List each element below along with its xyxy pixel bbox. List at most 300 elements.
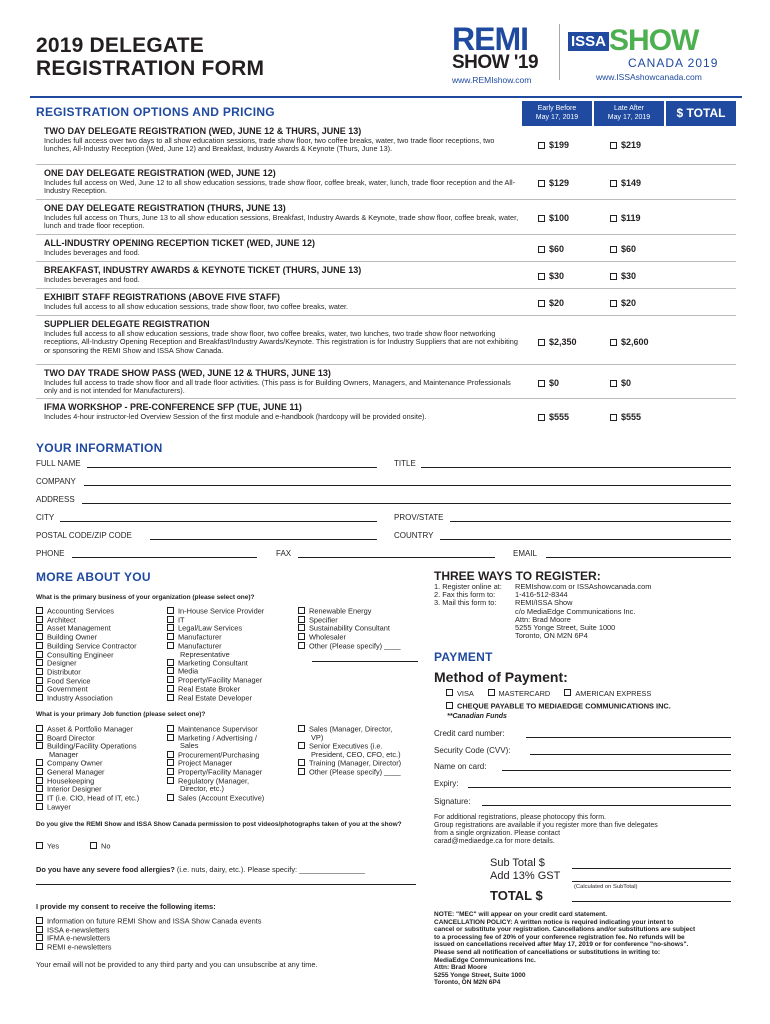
late-price-option[interactable] <box>610 378 631 388</box>
note-line: cancel or substitute your registration. Cancellations and/or substitutions are subject <box>434 926 696 934</box>
business-list-col2 <box>167 607 264 702</box>
list-item-label: Legal/Law Services <box>178 623 243 633</box>
list-item-label: Manufacturer <box>178 641 222 651</box>
option-checkbox[interactable] <box>167 667 174 674</box>
list-item-label: Building Owner <box>47 632 98 642</box>
job-list-col1 <box>36 725 139 812</box>
late-price-checkbox[interactable] <box>610 380 617 387</box>
list-item-label: Specifier <box>309 615 338 625</box>
option-divider <box>36 234 736 235</box>
option-checkbox[interactable] <box>36 694 43 701</box>
option-description: Includes beverages and food. <box>44 275 140 284</box>
early-price-checkbox[interactable] <box>538 215 545 222</box>
note-line: to a processing fee of 20% of your conference registration fee. No refunds will be <box>434 933 685 941</box>
option-checkbox[interactable] <box>167 659 174 666</box>
list-item-label: Director, etc.) <box>180 784 224 794</box>
late-price-value: $20 <box>621 298 637 308</box>
list-item-label: Distributor <box>47 667 81 677</box>
postal-label: POSTAL CODE/ZIP CODE <box>36 531 132 540</box>
form-title: 2019 DELEGATE REGISTRATION FORM <box>36 34 265 80</box>
job-question: What is your primary Job function (please select one)? <box>36 711 206 718</box>
late-price-value: $555 <box>621 412 642 422</box>
postal-field[interactable] <box>150 539 377 540</box>
option-checkbox[interactable] <box>167 676 174 683</box>
option-checkbox[interactable] <box>36 659 43 666</box>
list-item-label: Consulting Engineer <box>47 650 114 660</box>
amex-checkbox[interactable] <box>564 689 571 696</box>
list-item-label: Media <box>178 666 199 676</box>
register-way-label: 2. Fax this form to: <box>434 590 496 600</box>
consent-list <box>36 917 261 952</box>
list-item-label: General Manager <box>47 767 105 777</box>
early-price-value: $2,350 <box>549 337 577 347</box>
card-number-field[interactable] <box>526 737 731 738</box>
early-price-option[interactable] <box>538 412 569 422</box>
option-title: EXHIBIT STAFF REGISTRATIONS (ABOVE FIVE STAFF) <box>44 292 280 302</box>
list-item-label: Manager <box>49 750 79 760</box>
late-price-option[interactable] <box>610 244 636 254</box>
early-price-option[interactable] <box>538 213 569 223</box>
option-checkbox[interactable] <box>167 624 174 631</box>
list-item[interactable] <box>36 694 137 703</box>
list-item-label: Other (Please specify) ____ <box>309 641 401 651</box>
early-price-checkbox[interactable] <box>538 142 545 149</box>
note-line: from a single orgnization. Please contact <box>434 830 561 837</box>
options-heading: REGISTRATION OPTIONS AND PRICING <box>36 105 275 119</box>
option-checkbox[interactable] <box>167 768 174 775</box>
late-price-option[interactable] <box>610 213 641 223</box>
late-price-value: $60 <box>621 244 637 254</box>
fax-field[interactable] <box>298 557 495 558</box>
option-checkbox[interactable] <box>167 759 174 766</box>
mail-address-line: c/o MediaEdge Communications Inc. <box>515 606 636 616</box>
early-price-checkbox[interactable] <box>538 273 545 280</box>
logo-divider <box>559 24 560 80</box>
option-checkbox[interactable] <box>167 694 174 701</box>
option-checkbox[interactable] <box>36 685 43 692</box>
register-way-label: 1. Register online at: <box>434 582 502 591</box>
mail-address-line: Attn: Brad Moore <box>515 614 571 624</box>
option-checkbox[interactable] <box>167 777 174 784</box>
list-item-label: Training (Manager, Director) <box>309 758 402 768</box>
note-line: NOTE: "MEC" will appear on your credit card statement. <box>434 911 608 918</box>
late-price-value: $30 <box>621 271 637 281</box>
option-checkbox[interactable] <box>36 668 43 675</box>
option-checkbox[interactable] <box>36 759 43 766</box>
amex-option[interactable]: AMERICAN EXPRESS <box>564 689 651 698</box>
list-item-label: Housekeeping <box>47 776 95 786</box>
prov-state-field[interactable] <box>450 521 731 522</box>
option-checkbox[interactable] <box>36 607 43 614</box>
option-checkbox[interactable] <box>298 642 305 649</box>
business-question: What is the primary business of your organization (please select one)? <box>36 594 255 601</box>
list-item-label: Food Service <box>47 676 91 686</box>
early-price-checkbox[interactable] <box>538 414 545 421</box>
option-checkbox[interactable] <box>167 794 174 801</box>
consent-question: I provide my consent to receive the following items: <box>36 902 216 911</box>
name-on-card-field[interactable] <box>502 770 731 771</box>
option-description: Includes full access on Wed, June 12 to all show education sessions, trade show floor, coffee break, water, lunch, trade floor reception and the All-Industry Reception. <box>44 178 516 196</box>
early-price-value: $0 <box>549 378 560 388</box>
option-checkbox[interactable] <box>36 777 43 784</box>
option-title: ONE DAY DELEGATE REGISTRATION (WED, JUNE 12) <box>44 168 276 178</box>
company-label: COMPANY <box>36 477 76 486</box>
note-line: For additional registrations, please photocopy this form. <box>434 814 606 821</box>
option-checkbox[interactable] <box>36 734 43 741</box>
option-checkbox[interactable] <box>36 651 43 658</box>
issa-show-logo: ISSA SHOW CANADA 2019 www.ISSAshowcanada.com <box>568 26 718 82</box>
phone-field[interactable] <box>72 557 257 558</box>
card-options <box>446 689 651 698</box>
allergy-field[interactable] <box>36 884 416 885</box>
late-price-value: $149 <box>621 178 642 188</box>
full-name-label: FULL NAME <box>36 459 81 468</box>
note-line: Group registrations are available if you register more than five delegates <box>434 822 658 829</box>
list-item-label: President, CEO, CFO, etc.) <box>311 749 401 759</box>
option-title: BREAKFAST, INDUSTRY AWARDS & KEYNOTE TICKET (THURS, JUNE 13) <box>44 265 362 275</box>
option-checkbox[interactable] <box>36 785 43 792</box>
list-item-label: Asset Management <box>47 623 111 633</box>
option-description: Includes full access to all show education sessions, trade show floor, two coffee breaks, water, two lunches, two trade show floor networking receptions, All-Industry Opening Reception and Breakfast/Industry Awards/Keynote. This registration is for Industry Suppliers that are not exhibiting or sponsoring the REMI Show and ISSA Show Canada. <box>44 329 518 355</box>
mail-address-line: 5255 Yonge Street, Suite 1000 <box>515 623 616 633</box>
early-price-value: $60 <box>549 244 565 254</box>
list-item-label: Accounting Services <box>47 606 114 616</box>
note-line: Please send all notification of cancellations or substitutions in writing to: <box>434 948 661 956</box>
register-way-value: REMI/ISSA Show <box>515 598 573 608</box>
list-item-label: Property/Facility Manager <box>178 767 263 777</box>
option-checkbox[interactable] <box>298 616 305 623</box>
option-checkbox[interactable] <box>167 607 174 614</box>
phone-label: PHONE <box>36 549 65 558</box>
list-item-label: Manufacturer <box>178 632 222 642</box>
option-checkbox[interactable] <box>36 943 43 950</box>
list-item-label: Company Owner <box>47 758 103 768</box>
register-heading: THREE WAYS TO REGISTER: <box>434 569 601 583</box>
early-price-option[interactable] <box>538 271 564 281</box>
city-label: CITY <box>36 513 55 522</box>
late-price-checkbox[interactable] <box>610 142 617 149</box>
option-checkbox[interactable] <box>36 642 43 649</box>
late-price-value: $0 <box>621 378 632 388</box>
option-title: ONE DAY DELEGATE REGISTRATION (THURS, JUNE 13) <box>44 203 286 213</box>
more-about-heading: MORE ABOUT YOU <box>36 570 151 584</box>
option-checkbox[interactable] <box>167 616 174 623</box>
list-item-label: Government <box>47 684 88 694</box>
option-title: TWO DAY DELEGATE REGISTRATION (WED, JUNE 12 & THURS, JUNE 13) <box>44 126 362 136</box>
option-description: Includes 4-hour instructor-led Overview Session of the first module and e-handbook (hardcopy will be provided onsite). <box>44 412 427 421</box>
late-price-value: $119 <box>621 213 641 223</box>
group-registration-note <box>434 814 658 846</box>
expiry-label: Expiry: <box>434 779 459 788</box>
early-price-value: $30 <box>549 271 565 281</box>
signature-field[interactable] <box>482 805 731 806</box>
early-price-checkbox[interactable] <box>538 339 545 346</box>
option-checkbox[interactable] <box>167 734 174 741</box>
cvv-label: Security Code (CVV): <box>434 746 511 755</box>
option-divider <box>36 364 736 365</box>
list-item-label: IT <box>178 615 185 625</box>
option-checkbox[interactable] <box>36 742 43 749</box>
option-checkbox[interactable] <box>298 742 305 749</box>
list-item[interactable] <box>298 642 401 651</box>
note-line: issued on cancellations received after May 17, 2019 or for conference "no-shows". <box>434 941 689 949</box>
early-price-checkbox[interactable] <box>538 380 545 387</box>
list-item-label: ISSA e-newsletters <box>47 925 110 935</box>
late-price-checkbox[interactable] <box>610 215 617 222</box>
list-item-label: Information on future REMI Show and ISSA Show Canada events <box>47 916 262 926</box>
list-item[interactable] <box>298 768 401 777</box>
list-item-label: Architect <box>47 615 76 625</box>
late-price-checkbox[interactable] <box>610 273 617 280</box>
option-divider <box>36 261 736 262</box>
early-price-option[interactable] <box>538 178 569 188</box>
option-checkbox[interactable] <box>36 803 43 810</box>
option-divider <box>36 164 736 165</box>
option-checkbox[interactable] <box>36 725 43 732</box>
list-item-label: Real Estate Broker <box>178 684 241 694</box>
list-item-label: REMI e-newsletters <box>47 942 112 952</box>
option-checkbox[interactable] <box>36 917 43 924</box>
option-description: Includes full access to all show education sessions, trade show floor, two coffee breaks, water. <box>44 302 349 311</box>
option-divider <box>36 315 736 316</box>
list-item-label: IFMA e-newsletters <box>47 933 111 943</box>
late-price-option[interactable] <box>610 271 636 281</box>
note-line: CANCELLATION POLICY: A written notice is required indicating your intent to <box>434 918 674 926</box>
subtotal-field[interactable] <box>572 868 731 869</box>
mastercard-checkbox[interactable] <box>488 689 495 696</box>
business-list-col3 <box>298 607 401 651</box>
list-item[interactable] <box>167 694 264 703</box>
late-price-option[interactable] <box>610 178 641 188</box>
payment-heading: PAYMENT <box>434 650 493 664</box>
list-item-label: Board Director <box>47 733 95 743</box>
option-title: SUPPLIER DELEGATE REGISTRATION <box>44 319 210 329</box>
option-checkbox[interactable] <box>36 934 43 941</box>
option-description: Includes full access over two days to all show education sessions, trade show floor, two coffee breaks, water, two trade floor receptions, two lunches, All-Industry Reception (Wed, June 12) and Breakfast, Industry Awards & Keynote (Thurs, June 13). <box>44 136 495 154</box>
visa-option[interactable]: VISA <box>446 689 473 698</box>
option-checkbox[interactable] <box>36 616 43 623</box>
list-item-label: IT (i.e. CIO, Head of IT, etc.) <box>47 793 140 803</box>
option-divider <box>36 398 736 399</box>
late-price-value: $2,600 <box>621 337 649 347</box>
early-price-checkbox[interactable] <box>538 300 545 307</box>
prov-state-label: PROV/STATE <box>394 513 444 522</box>
late-price-checkbox[interactable] <box>610 414 617 421</box>
total-label: TOTAL $ <box>490 888 543 903</box>
list-item-label: Sales (Manager, Director, <box>309 724 393 734</box>
list-item-label: Industry Association <box>47 693 113 703</box>
late-price-checkbox[interactable] <box>610 300 617 307</box>
list-item-label: Maintenance Supervisor <box>178 724 258 734</box>
list-item[interactable] <box>36 803 139 812</box>
email-field[interactable] <box>546 557 731 558</box>
option-checkbox[interactable] <box>298 624 305 631</box>
list-item-label: Marketing / Advertising / <box>178 733 257 743</box>
city-field[interactable] <box>60 521 377 522</box>
late-price-option[interactable] <box>610 298 636 308</box>
option-checkbox[interactable] <box>36 677 43 684</box>
list-item-label: Building/Facility Operations <box>47 741 137 751</box>
note-line: Toronto, ON M2N 6P4 <box>434 979 501 987</box>
permission-yes[interactable]: Yes <box>36 842 59 851</box>
late-price-checkbox[interactable] <box>610 339 617 346</box>
option-description: Includes full access to trade show floor and all trade floor activities. (This pass is for Building Owners, Managers, and Maintenance Professionals only and is not intended for Manufacturers). <box>44 378 511 396</box>
business-list-col1 <box>36 607 137 703</box>
yes-checkbox[interactable] <box>36 842 43 849</box>
total-column-header: $ TOTAL <box>666 101 736 126</box>
total-field[interactable] <box>572 901 731 902</box>
allergy-question: Do you have any severe food allergies? (i.e. nuts, dairy, etc.). Please specify: ________________ <box>36 865 365 874</box>
cheque-checkbox[interactable] <box>446 702 453 709</box>
full-name-field[interactable] <box>87 467 377 468</box>
no-checkbox[interactable] <box>90 842 97 849</box>
gst-field[interactable] <box>572 881 731 882</box>
option-checkbox[interactable] <box>298 768 305 775</box>
register-way-value: 1-416-512-8344 <box>515 590 568 600</box>
early-price-option[interactable] <box>538 337 577 347</box>
list-item-label: Real Estate Developer <box>178 693 252 703</box>
option-checkbox[interactable] <box>298 607 305 614</box>
list-item-label: Designer <box>47 658 77 668</box>
late-price-option[interactable] <box>610 412 641 422</box>
early-price-checkbox[interactable] <box>538 180 545 187</box>
option-checkbox[interactable] <box>167 633 174 640</box>
option-divider <box>36 199 736 200</box>
late-price-option[interactable] <box>610 140 641 150</box>
option-description: Includes full access on Thurs, June 13 to all show education sessions, Breakfast, Industry Awards & Keynote, trade show floor, coffee break, water, lunch and trade floor reception. <box>44 213 519 231</box>
option-checkbox[interactable] <box>36 768 43 775</box>
list-item[interactable] <box>167 794 264 803</box>
address-field[interactable] <box>82 503 731 504</box>
country-label: COUNTRY <box>394 531 434 540</box>
list-item-label: Sustainability Consultant <box>309 623 390 633</box>
late-price-option[interactable] <box>610 337 649 347</box>
header-rule <box>30 96 742 98</box>
register-way-value: REMIshow.com or ISSAshowcanada.com <box>515 582 652 591</box>
gst-calc-note: (Calculated on SubTotal) <box>574 884 638 890</box>
title-field[interactable] <box>421 467 731 468</box>
list-item-label: Building Service Contractor <box>47 641 137 651</box>
early-column-header: Early Before May 17, 2019 <box>522 101 592 126</box>
option-checkbox[interactable] <box>36 633 43 640</box>
note-line: carad@mediaedge.ca for more details. <box>434 838 555 845</box>
early-price-value: $199 <box>549 140 570 150</box>
company-field[interactable] <box>84 485 731 486</box>
option-divider <box>36 288 736 289</box>
option-checkbox[interactable] <box>298 633 305 640</box>
option-checkbox[interactable] <box>298 759 305 766</box>
option-title: ALL-INDUSTRY OPENING RECEPTION TICKET (WED, JUNE 12) <box>44 238 316 248</box>
late-price-checkbox[interactable] <box>610 180 617 187</box>
cancellation-note <box>434 911 695 987</box>
list-item-label: Regulatory (Manager, <box>178 776 250 786</box>
signature-label: Signature: <box>434 797 471 806</box>
country-field[interactable] <box>440 539 731 540</box>
list-item-label: Asset & Portfolio Manager <box>47 724 133 734</box>
option-checkbox[interactable] <box>167 725 174 732</box>
visa-checkbox[interactable] <box>446 689 453 696</box>
cvv-field[interactable] <box>530 754 731 755</box>
permission-question: Do you give the REMI Show and ISSA Show Canada permission to post videos/photographs taken of you at the show? <box>36 821 402 828</box>
list-item-label: In-House Service Provider <box>178 606 265 616</box>
expiry-field[interactable] <box>468 787 731 788</box>
register-ways <box>434 583 651 640</box>
list-item-label: Property/Facility Manager <box>178 675 263 685</box>
list-item-label: Interior Designer <box>47 784 102 794</box>
option-checkbox[interactable] <box>36 926 43 933</box>
early-price-option[interactable] <box>538 140 569 150</box>
early-price-checkbox[interactable] <box>538 246 545 253</box>
option-checkbox[interactable] <box>36 794 43 801</box>
remi-show-logo: REMI SHOW '19 www.REMIshow.com <box>452 24 552 85</box>
job-list-col2 <box>167 725 264 802</box>
list-item-label: Representative <box>180 649 230 659</box>
late-column-header: Late After May 17, 2019 <box>594 101 664 126</box>
mastercard-option[interactable]: MASTERCARD <box>488 689 551 698</box>
early-price-value: $100 <box>549 213 570 223</box>
list-item-label: Other (Please specify) ____ <box>309 767 401 777</box>
business-other-line[interactable] <box>312 661 418 662</box>
issa-url[interactable]: www.ISSAshowcanada.com <box>596 72 702 82</box>
list-item-label: Marketing Consultant <box>178 658 248 668</box>
method-of-payment: Method of Payment: <box>434 669 568 685</box>
list-item-label: Procurement/Purchasing <box>178 750 260 760</box>
job-list-col3 <box>298 725 401 776</box>
list-item-label: Lawyer <box>47 802 71 812</box>
card-number-label: Credit card number: <box>434 729 505 738</box>
note-line: 5255 Yonge Street, Suite 1000 <box>434 971 526 979</box>
early-price-option[interactable] <box>538 378 559 388</box>
early-price-option[interactable] <box>538 298 564 308</box>
name-on-card-label: Name on card: <box>434 762 487 771</box>
address-label: ADDRESS <box>36 495 75 504</box>
canadian-funds: **Canadian Funds <box>447 713 507 720</box>
list-item-label: Sales (Account Executive) <box>178 793 265 803</box>
option-checkbox[interactable] <box>167 685 174 692</box>
email-privacy-note: Your email will not be provided to any third party and you can unsubscribe at any time. <box>36 960 318 969</box>
email-label: EMAIL <box>513 549 538 558</box>
late-price-value: $219 <box>621 140 642 150</box>
early-price-option[interactable] <box>538 244 564 254</box>
cheque-option[interactable]: CHEQUE PAYABLE TO MEDIAEDGE COMMUNICATIONS INC. <box>446 702 671 711</box>
list-item-label: Senior Executives (i.e. <box>309 741 383 751</box>
option-checkbox[interactable] <box>298 725 305 732</box>
list-item-label: Wholesaler <box>309 632 346 642</box>
list-item-label: Project Manager <box>178 758 233 768</box>
title-label: TITLE <box>394 459 416 468</box>
early-price-value: $129 <box>549 178 570 188</box>
subtotal-label: Sub Total $ Add 13% GST <box>490 857 561 882</box>
early-price-value: $20 <box>549 298 565 308</box>
mail-address-line: Toronto, ON M2N 6P4 <box>515 631 588 641</box>
your-info-heading: YOUR INFORMATION <box>36 441 163 455</box>
option-title: IFMA WORKSHOP - PRE-CONFERENCE SFP (TUE, JUNE 11) <box>44 402 302 412</box>
register-way-label: 3. Mail this form to: <box>434 598 497 608</box>
remi-url[interactable]: www.REMIshow.com <box>452 75 532 85</box>
list-item-label: VP) <box>311 732 324 742</box>
list-item-label: Sales <box>180 741 199 751</box>
late-price-checkbox[interactable] <box>610 246 617 253</box>
option-checkbox[interactable] <box>36 624 43 631</box>
option-description: Includes beverages and food. <box>44 248 140 257</box>
note-line: Attn: Brad Moore <box>434 964 488 972</box>
note-line: MediaEdge Communications Inc. <box>434 956 536 964</box>
early-price-value: $555 <box>549 412 570 422</box>
option-checkbox[interactable] <box>167 751 174 758</box>
option-checkbox[interactable] <box>167 642 174 649</box>
list-item[interactable] <box>36 943 261 952</box>
permission-no[interactable]: No <box>90 842 110 851</box>
